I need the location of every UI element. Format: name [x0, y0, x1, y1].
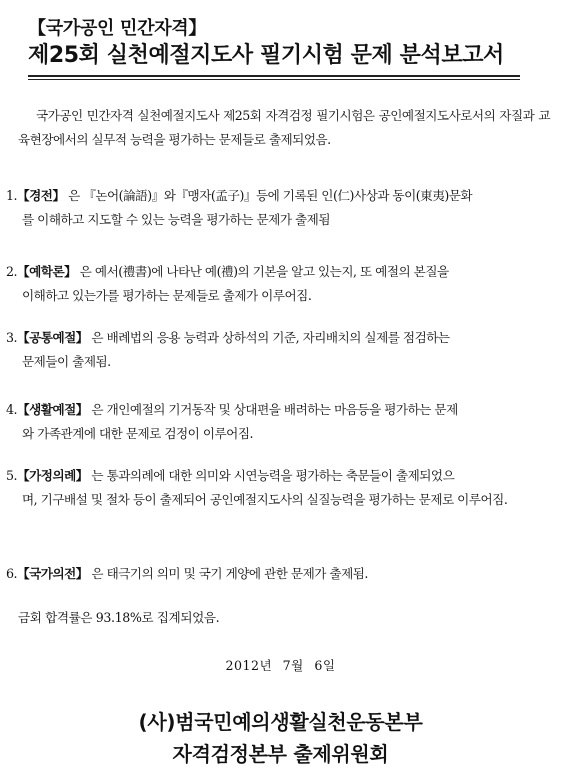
item-number: 3. — [6, 330, 18, 345]
certification-tag: 【국가공인 민간자격】 — [28, 18, 207, 39]
item-number: 1. — [6, 188, 18, 203]
item-text-continuation: 며, 기구배설 및 절차 등이 출제되어 공인예절지도사의 실질능력을 평가하는 문제로 이루어짐. — [22, 492, 508, 507]
list-item-ritual-theory — [6, 260, 551, 308]
item-text-first-line: 은 배례법의 응용 능력과 상하석의 기준, 자리배치의 실제를 점검하는 — [91, 330, 450, 345]
item-number: 6. — [6, 566, 18, 581]
item-text-first-line: 은 『논어(論語)』와『맹자(孟子)』등에 기록된 인(仁)사상과 동이(東夷)문화 — [68, 188, 473, 203]
item-text-continuation: 이해하고 있는가를 평가하는 문제들로 출제가 이루어짐. — [22, 288, 312, 303]
item-subject: 【공통예절】 — [17, 330, 88, 345]
item-subject: 【국가의전】 — [17, 566, 88, 581]
pass-rate-text: 금회 합격률은 93.18%로 집계되었음. — [18, 610, 220, 625]
item-subject: 【가정의례】 — [17, 468, 88, 483]
list-item-state-protocol — [6, 562, 551, 586]
report-date: 2012년 7월 6일 — [225, 658, 336, 673]
item-subject: 【생활예절】 — [17, 402, 88, 417]
title-rule-thin — [28, 79, 520, 80]
item-subject: 【경전】 — [17, 188, 65, 203]
intro-paragraph: 국가공인 민간자격 실천예절지도사 제25회 자격검정 필기시험은 공인예절지도사로서의 자질과 교육현장에서의 실무적 능력을 평가하는 문제들로 출제되었음. — [18, 108, 550, 147]
item-subject: 【예학론】 — [17, 264, 77, 279]
title-rule-thick — [28, 75, 520, 77]
item-number: 4. — [6, 402, 18, 417]
item-text-first-line: 은 개인예절의 기거동작 및 상대편을 배려하는 마음등을 평가하는 문제 — [91, 402, 458, 417]
item-number: 2. — [6, 264, 18, 279]
item-text-first-line: 은 태극기의 의미 및 국기 게양에 관한 문제가 출제됨. — [91, 566, 368, 581]
list-item-common-etiquette — [6, 326, 551, 374]
committee-name: 자격검정본부 출제위원회 — [172, 742, 389, 766]
list-item-family-rites — [6, 464, 551, 512]
list-item-daily-etiquette — [6, 398, 551, 446]
document-header — [28, 18, 528, 70]
report-title: 제25회 실천예절지도사 필기시험 문제 분석보고서 — [28, 43, 504, 68]
item-number: 5. — [6, 468, 18, 483]
item-text-first-line: 은 예서(禮書)에 나타난 예(禮)의 기본을 알고 있는지, 또 예절의 본질을 — [79, 264, 449, 279]
organization-name: (사)범국민예의생활실천운동본부 — [138, 710, 423, 734]
item-text-continuation: 문제들이 출제됨. — [22, 354, 111, 369]
item-text-continuation: 를 이해하고 지도할 수 있는 능력을 평가하는 문제가 출제됨 — [22, 212, 330, 227]
item-text-continuation: 와 가족관계에 대한 문제로 검정이 이루어짐. — [22, 426, 253, 441]
list-item-classics — [6, 184, 551, 232]
item-text-first-line: 는 통과의례에 대한 의미와 시연능력을 평가하는 축문들이 출제되었으 — [91, 468, 455, 483]
